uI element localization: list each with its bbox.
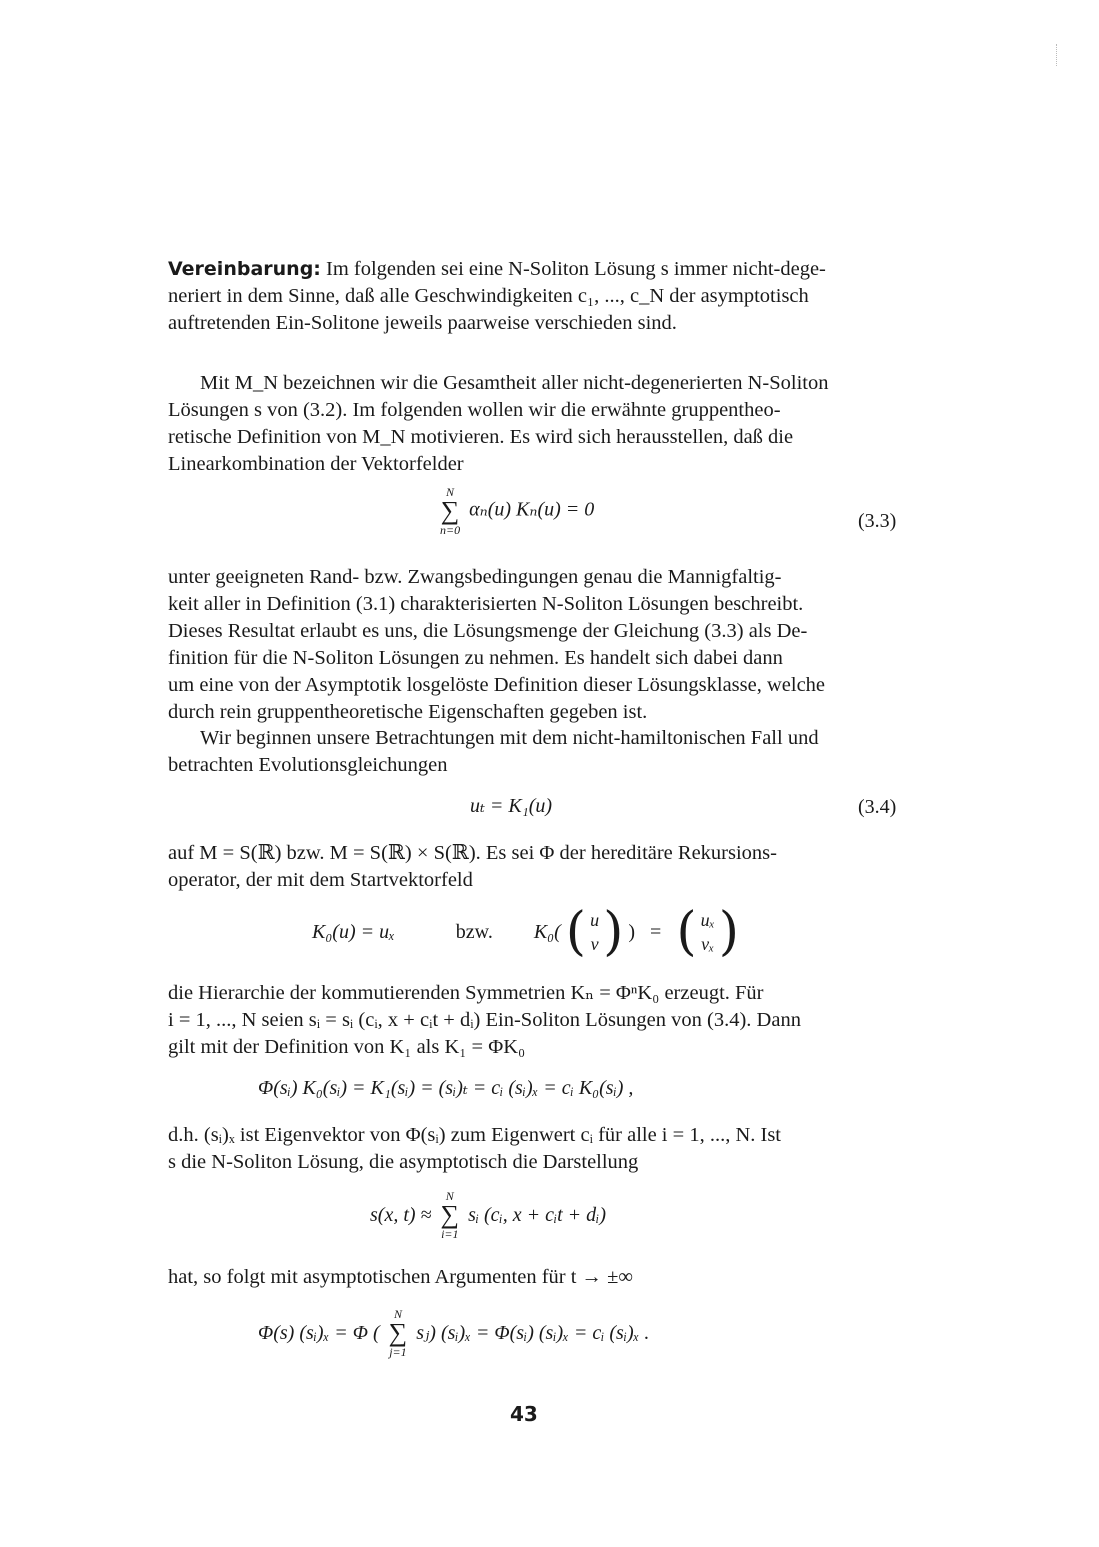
text-line: d.h. (sᵢ)ₓ ist Eigenvektor von Φ(sᵢ) zum Eigenwert cᵢ für alle i = 1, ..., N. Ist xyxy=(168,1124,781,1146)
vector-uv: ( u v ) xyxy=(565,902,624,962)
equals-sign: = xyxy=(650,921,662,943)
paragraph-eigenvector xyxy=(168,1122,908,1176)
sum-lower: n=0 xyxy=(440,523,461,537)
equation-left: s(x, t) ≈ xyxy=(370,1204,432,1226)
equation-body: αₙ(u) Kₙ(u) = 0 xyxy=(469,498,595,521)
bzw-label: bzw. xyxy=(455,921,493,943)
equation-phi: Φ(sᵢ) K₀(sᵢ) = K₁(sᵢ) = (sᵢ)ₜ = cᵢ (sᵢ)ₓ = cᵢ K₀(sᵢ) , xyxy=(258,1077,634,1099)
k0-close: ) xyxy=(628,921,636,943)
text-line: Linearkombination der Vektorfelder xyxy=(168,453,464,475)
paragraph-evolution xyxy=(168,725,908,779)
equation-number: (3.4) xyxy=(858,796,897,818)
page-number: 43 xyxy=(510,1402,538,1426)
vec-ux: uₓ xyxy=(700,910,715,930)
vec-u: u xyxy=(590,910,600,930)
sum-upper: N xyxy=(445,1189,454,1203)
sum-upper: N xyxy=(446,485,455,499)
text-line: durch rein gruppentheoretische Eigenschaften gegeben ist. xyxy=(168,701,648,723)
equation-number: (3.3) xyxy=(858,510,897,532)
k0-open: K₀( xyxy=(533,921,561,943)
vec-v: v xyxy=(590,934,599,954)
equation-3-4: uₜ = K₁(u) xyxy=(470,795,553,817)
text-line: hat, so folgt mit asymptotischen Argumenten für t → ±∞ xyxy=(168,1266,634,1288)
margin-mark xyxy=(1056,44,1058,66)
equation-3-3 xyxy=(436,486,594,536)
text-line: retische Definition von M_N motivieren. Es wird sich herausstellen, daß die xyxy=(168,426,794,448)
text-line: Lösungen s von (3.2). Im folgenden wollen wir die erwähnte gruppentheo- xyxy=(168,399,781,421)
text-line: i = 1, ..., N seien sᵢ = sᵢ (cᵢ, x + cᵢt + dᵢ) Ein-Soliton Lösungen von (3.4). Dann xyxy=(168,1009,801,1031)
text-line: Im folgenden sei eine N-Soliton Lösung s immer nicht-dege- xyxy=(320,258,826,280)
text-line: betrachten Evolutionsgleichungen xyxy=(168,754,448,776)
equation-right: sᵢ (cᵢ, x + cᵢt + dᵢ) xyxy=(468,1204,607,1226)
text-line: um eine von der Asymptotik losgelöste Definition dieser Lösungsklasse, welche xyxy=(168,674,826,696)
heading-vereinbarung: Vereinbarung: xyxy=(168,258,321,280)
sum-upper: N xyxy=(393,1307,402,1321)
text-line: die Hierarchie der kommutierenden Symmetrien Kₙ = ΦⁿK₀ erzeugt. Für xyxy=(168,982,764,1004)
text-line: finition für die N-Soliton Lösungen zu nehmen. Es handelt sich dabei dann xyxy=(168,647,783,669)
paragraph-result xyxy=(168,564,908,726)
equation-asymptotic xyxy=(370,1190,606,1240)
text-line: keit aller in Definition (3.1) charakterisierten N-Soliton Lösungen beschreibt. xyxy=(168,593,804,615)
text-line: Wir beginnen unsere Betrachtungen mit dem nicht-hamiltonischen Fall und xyxy=(200,727,819,749)
sum-symbol: N ∑ n=0 xyxy=(440,485,461,537)
sum-lower: j=1 xyxy=(389,1345,407,1359)
sum-lower: i=1 xyxy=(441,1227,459,1241)
text-line: operator, der mit dem Startvektorfeld xyxy=(168,869,473,891)
sum-symbol: N ∑ j=1 xyxy=(388,1307,408,1359)
paragraph-vereinbarung xyxy=(168,256,908,337)
equation-k0 xyxy=(312,902,740,962)
text-line: gilt mit der Definition von K₁ als K₁ = ΦK₀ xyxy=(168,1036,526,1058)
equation-right: sⱼ) (sᵢ)ₓ = Φ(sᵢ) (sᵢ)ₓ = cᵢ (sᵢ)ₓ . xyxy=(416,1322,650,1344)
equation-left: Φ(s) (sᵢ)ₓ = Φ ( xyxy=(258,1322,380,1344)
paragraph-mn xyxy=(168,370,908,478)
paragraph-conclusion xyxy=(168,1264,908,1291)
vector-uxvx: ( uₓ vₓ ) xyxy=(676,902,740,962)
text-line: unter geeigneten Rand- bzw. Zwangsbedingungen genau die Mannigfaltig- xyxy=(168,566,782,588)
equation-final xyxy=(258,1308,649,1358)
text-line: s die N-Soliton Lösung, die asymptotisch die Darstellung xyxy=(168,1151,639,1173)
vec-vx: vₓ xyxy=(701,934,715,954)
k0-definition: K₀(u) = uₓ xyxy=(312,921,395,943)
text-line: Mit M_N bezeichnen wir die Gesamtheit aller nicht-degenerierten N-Soliton xyxy=(200,372,829,394)
text-line: auf M = S(ℝ) bzw. M = S(ℝ) × S(ℝ). Es sei Φ der hereditäre Rekursions- xyxy=(168,842,777,864)
text-line: neriert in dem Sinne, daß alle Geschwindigkeiten c₁, ..., c_N der asymptotisch xyxy=(168,285,809,307)
paragraph-operator xyxy=(168,840,908,894)
paragraph-hierarchy xyxy=(168,980,908,1061)
text-line: Dieses Resultat erlaubt es uns, die Lösungsmenge der Gleichung (3.3) als De- xyxy=(168,620,808,642)
text-line: auftretenden Ein-Solitone jeweils paarweise verschieden sind. xyxy=(168,312,677,334)
sum-symbol: N ∑ i=1 xyxy=(440,1189,460,1241)
